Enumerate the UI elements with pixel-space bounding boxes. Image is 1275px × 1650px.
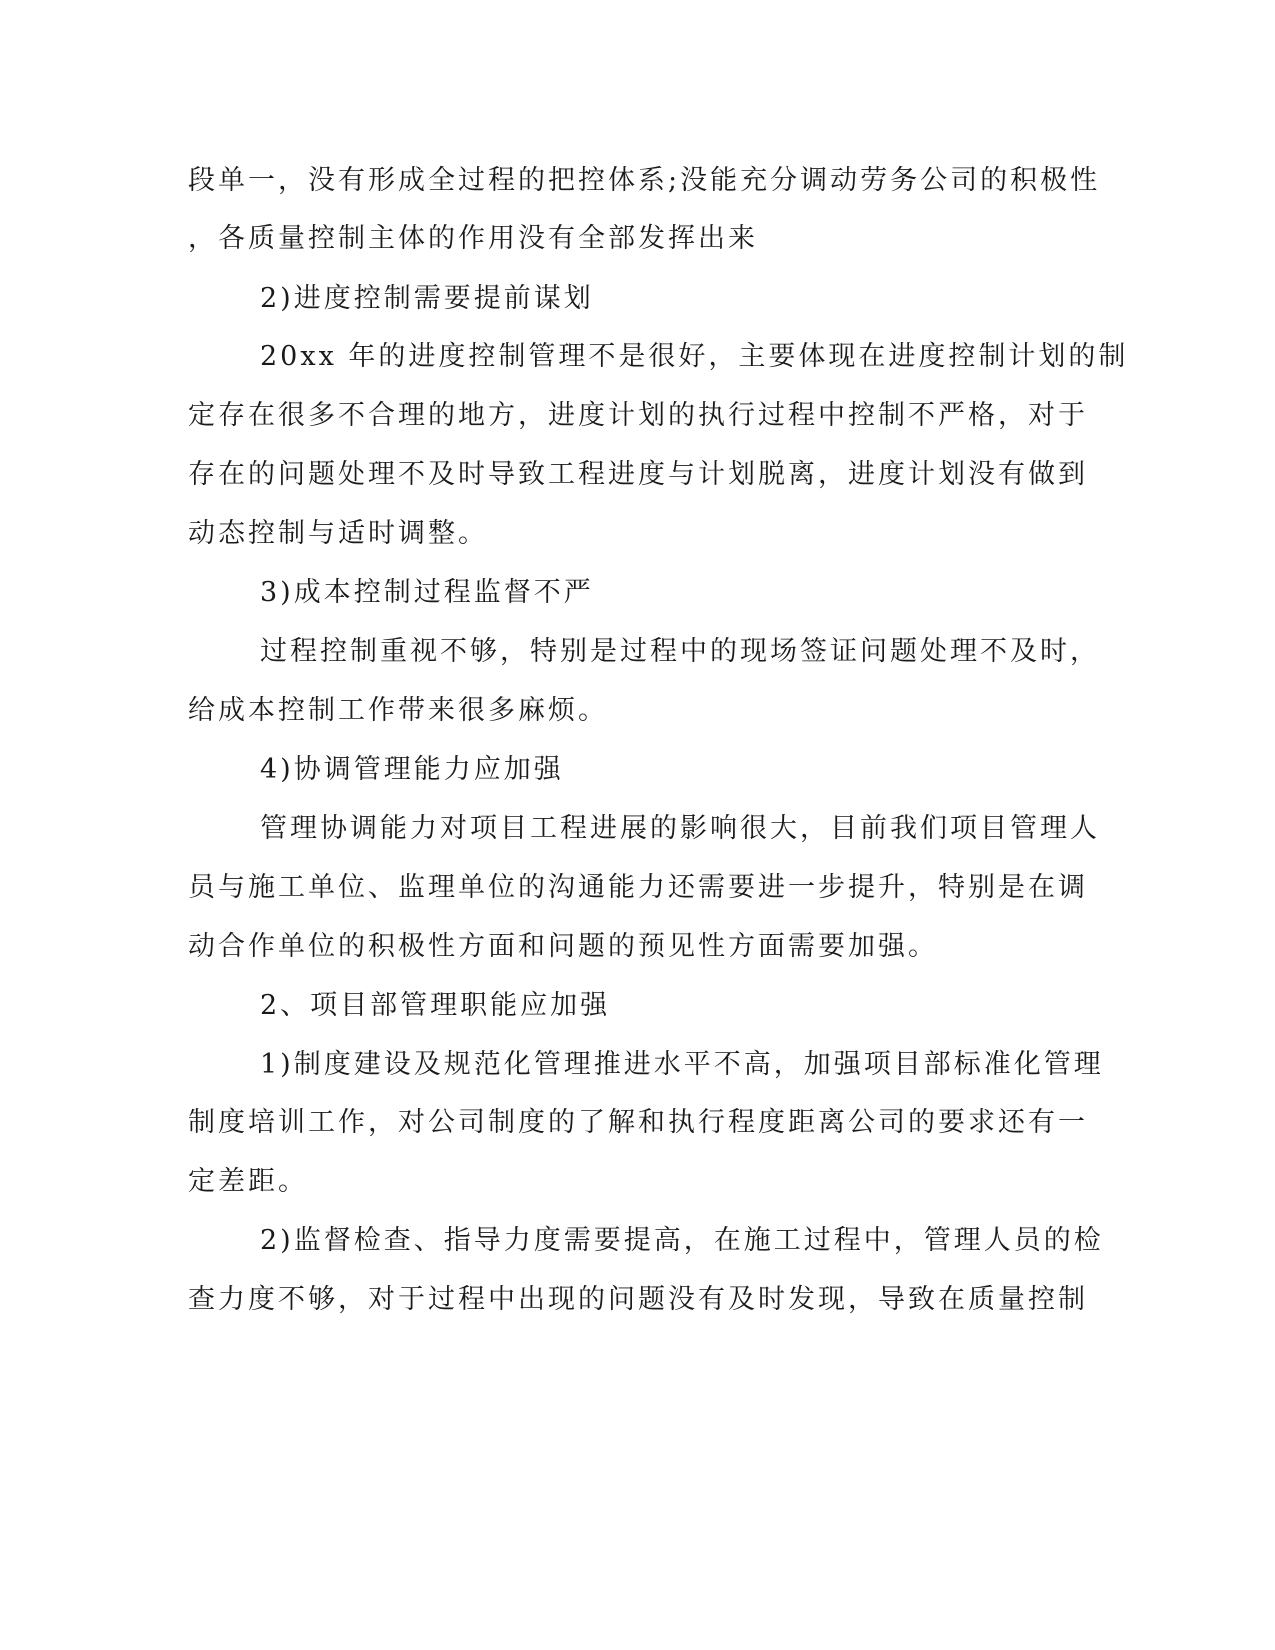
body-text-line: 员与施工单位、监理单位的沟通能力还需要进一步提升，特别是在调: [188, 872, 1088, 903]
body-text-line: 查力度不够，对于过程中出现的问题没有及时发现，导致在质量控制: [188, 1284, 1088, 1315]
subheading-coordination: 4)协调管理能力应加强: [260, 754, 564, 785]
subheading-cost-control: 3)成本控制过程监督不严: [260, 577, 594, 608]
body-text-line: ，各质量控制主体的作用没有全部发挥出来: [188, 223, 758, 254]
body-text-line: 过程控制重视不够，特别是过程中的现场签证问题处理不及时，: [260, 636, 1100, 667]
body-text-line: 制度培训工作，对公司制度的了解和执行程度距离公司的要求还有一: [188, 1107, 1088, 1138]
body-text-line: 2)监督检查、指导力度需要提高，在施工过程中，管理人员的检: [260, 1225, 1104, 1256]
body-text-line: 给成本控制工作带来很多麻烦。: [188, 695, 608, 726]
body-text-line: 管理协调能力对项目工程进展的影响很大，目前我们项目管理人: [260, 813, 1100, 844]
body-text-line: 动态控制与适时调整。: [188, 518, 488, 549]
body-text-line: 1)制度建设及规范化管理推进水平不高，加强项目部标准化管理: [260, 1049, 1104, 1080]
subheading-progress-control: 2)进度控制需要提前谋划: [260, 283, 594, 314]
body-text-line: 动合作单位的积极性方面和问题的预见性方面需要加强。: [188, 931, 938, 962]
body-text-line: 20xx 年的进度控制管理不是很好，主要体现在进度控制计划的制: [260, 341, 1129, 372]
body-text-line: 定差距。: [188, 1166, 308, 1197]
body-text-line: 存在的问题处理不及时导致工程进度与计划脱离，进度计划没有做到: [188, 459, 1088, 490]
body-text-line: 定存在很多不合理的地方，进度计划的执行过程中控制不严格，对于: [188, 400, 1088, 431]
body-text-line: 段单一，没有形成全过程的把控体系;没能充分调动劳务公司的积极性: [188, 165, 1101, 196]
section-heading-management: 2、项目部管理职能应加强: [260, 990, 611, 1021]
